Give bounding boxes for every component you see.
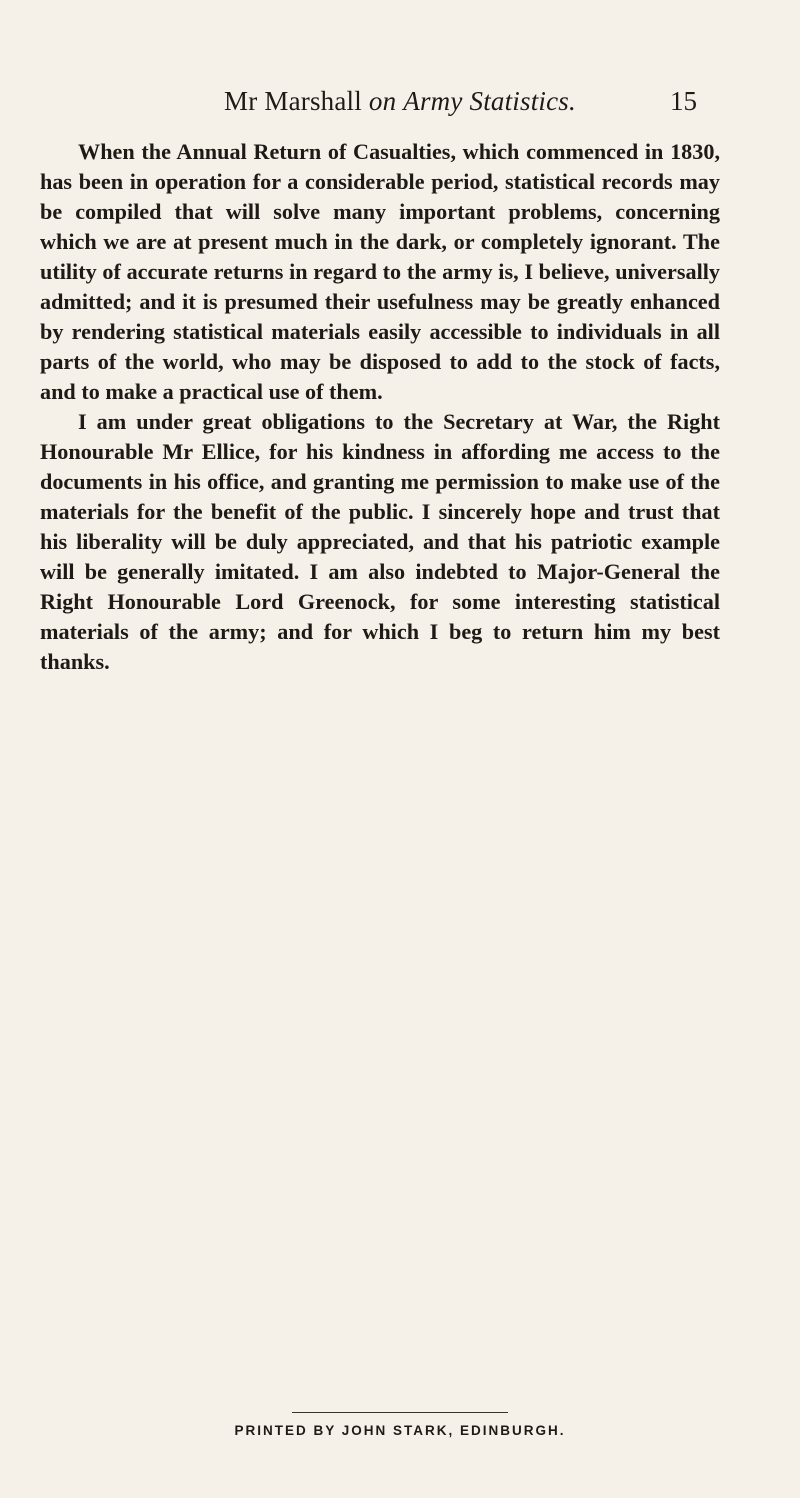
paragraph-2: I am under great obligations to the Secretary at War, the Right Honourable Mr Ellice, for his kindness in affording me access to the documents in his office, and granting me permission to make use of the materials for the benefit of the public. I sincerely hope and trust that his liberality will be duly appreciated, and that his patriotic example will be generally imitated. I am also indebted to Major-General the Right Honourable Lord Greenock, for some interesting statistical materials of the army; and for which I beg to return him my best thanks. [40, 409, 720, 674]
page-number: 15 [670, 86, 697, 116]
printer-imprint: PRINTED BY JOHN STARK, EDINBURGH. [234, 1423, 566, 1438]
running-header [0, 82, 800, 122]
author-name: Mr Marshall [224, 86, 362, 116]
title-connector: on [368, 86, 397, 116]
imprint-rule [292, 1412, 508, 1413]
title-subject: Army Statistics. [403, 86, 576, 116]
body-text [40, 137, 720, 677]
paragraph-1: When the Annual Return of Casualties, which commenced in 1830, has been in operation for a considerable period, statistical records may be compiled that will solve many important problems, concerning which we are at present much in the dark, or completely ignorant. The utility of accurate returns in regard to the army is, I believe, universally admitted; and it is presumed their usefulness may be greatly enhanced by rendering statistical materials easily accessible to individuals in all parts of the world, who may be disposed to add to the stock of facts, and to make a practical use of them. [40, 139, 720, 404]
